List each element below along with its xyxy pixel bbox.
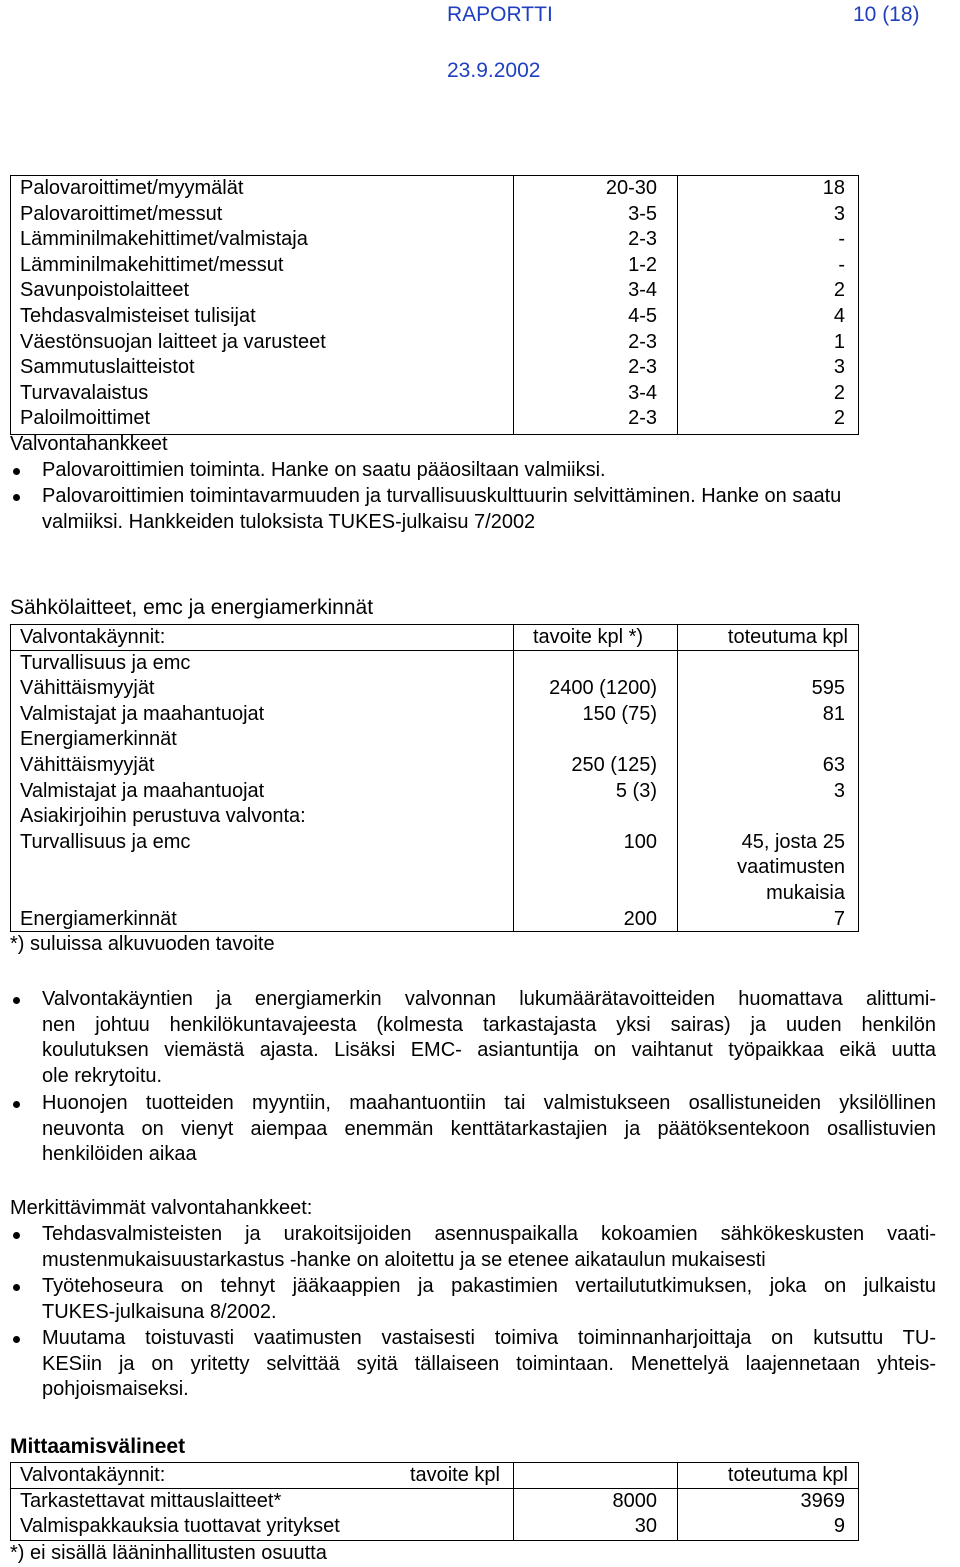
row-name: Turvallisuus ja emc xyxy=(20,830,191,853)
row-actual: 63 xyxy=(822,754,845,776)
section-title-measuring: Mittaamisvälineet xyxy=(10,1435,186,1458)
bullet-icon xyxy=(13,494,20,501)
table-row xyxy=(11,330,858,356)
row-actual: 2 xyxy=(833,279,845,302)
col-header-actual: toteutuma kpl xyxy=(727,1464,848,1486)
row-name: Väestönsuojan laitteet ja varusteet xyxy=(20,330,326,353)
col-header-target: tavoite kpl *) xyxy=(533,626,644,648)
row-name: Asiakirjoihin perustuva valvonta: xyxy=(20,805,306,828)
bullet-icon xyxy=(13,997,20,1004)
row-actual: 2 xyxy=(833,381,845,404)
row-target: 250 (125) xyxy=(571,754,657,776)
row-actual: 3 xyxy=(833,779,845,802)
text-line: henkilöiden aikaa xyxy=(42,1143,197,1166)
row-target: 1-2 xyxy=(628,253,657,276)
col-header-label: Valvontakäynnit: xyxy=(20,626,166,648)
table-row xyxy=(11,881,858,907)
table-row xyxy=(11,406,858,432)
bullet-icon xyxy=(13,1232,20,1239)
text-line: neuvonta on vienyt aiempaa enemmän kenttätarkastajien ja päätöksentekoon osallistuvien xyxy=(42,1117,936,1140)
row-target: 2-3 xyxy=(628,356,657,379)
row-actual: 9 xyxy=(833,1515,845,1538)
table-row xyxy=(11,1514,858,1540)
bullet-icon xyxy=(13,1101,20,1108)
bullet-icon xyxy=(13,1336,20,1343)
table-row xyxy=(11,355,858,381)
text-line: Tehdasvalmisteisten ja urakoitsijoiden asennuspaikalla kokoamien sähkökeskusten vaati- xyxy=(42,1223,936,1245)
section-title-electrical: Sähkölaitteet, emc ja energiamerkinnät xyxy=(10,596,374,619)
row-actual: 4 xyxy=(833,305,845,327)
row-name: Valmistajat ja maahantuojat xyxy=(20,779,265,802)
row-actual: 3 xyxy=(833,356,845,379)
row-actual: 7 xyxy=(833,907,845,930)
row-target: 200 xyxy=(623,907,657,930)
note-paragraph xyxy=(42,1091,936,1168)
projects-heading: Valvontahankkeet xyxy=(10,433,168,455)
row-target: 100 xyxy=(623,830,657,853)
row-target: 2-3 xyxy=(628,407,657,430)
row-target: 2-3 xyxy=(628,228,657,251)
row-name: Palovaroittimet/messut xyxy=(20,202,223,225)
text-line: mustenmukaisuustarkastus -hanke on aloitettu ja se etenee aikataulun mukaisesti xyxy=(42,1248,766,1271)
row-actual: 45, josta 25 xyxy=(741,830,845,853)
row-actual: 595 xyxy=(811,677,845,700)
bullet-icon xyxy=(13,1284,20,1291)
project-item: Palovaroittimien toiminta. Hanke on saatu pääosiltaan valmiiksi. xyxy=(42,459,606,481)
row-target: 2400 (1200) xyxy=(549,677,657,700)
table-row xyxy=(11,278,858,304)
project-item xyxy=(42,1274,936,1325)
bullet-icon xyxy=(13,468,20,475)
electrical-table xyxy=(10,624,859,932)
row-target: 8000 xyxy=(612,1489,657,1512)
text-line: TUKES-julkaisuna 8/2002. xyxy=(42,1300,277,1323)
row-actual: mukaisia xyxy=(766,882,845,904)
table-row xyxy=(11,727,858,753)
text-line: Valvontakäyntien ja energiamerkin valvonnan lukumäärätavoitteiden huomattava alittumi- xyxy=(42,988,936,1010)
row-target: 150 (75) xyxy=(582,702,657,725)
row-actual: - xyxy=(838,253,845,276)
row-target: 3-4 xyxy=(628,381,657,404)
table-row xyxy=(11,753,858,779)
row-name: Paloilmoittimet xyxy=(20,407,151,430)
page-number: 10 (18) xyxy=(853,3,920,26)
row-target: 2-3 xyxy=(628,330,657,353)
row-name: Valmispakkauksia tuottavat yritykset xyxy=(20,1515,340,1538)
row-target: 4-5 xyxy=(628,305,657,327)
row-name: Lämminilmakehittimet/valmistaja xyxy=(20,228,308,251)
col-header-target: tavoite kpl xyxy=(409,1464,500,1486)
text-line: Työtehoseura on tehnyt jääkaappien ja pakastimien vertailututkimuksen, joka on julkaistu xyxy=(42,1275,936,1297)
footnote: *) suluissa alkuvuoden tavoite xyxy=(10,933,275,955)
row-actual: vaatimusten xyxy=(737,856,845,879)
row-actual: 3 xyxy=(833,202,845,225)
row-name: Energiamerkinnät xyxy=(20,728,177,751)
row-name: Sammutuslaitteistot xyxy=(20,356,195,379)
table-row xyxy=(11,855,858,881)
row-target: 30 xyxy=(634,1515,657,1538)
row-name: Vähittäismyyjät xyxy=(20,677,155,700)
measuring-table xyxy=(10,1462,859,1541)
project-item xyxy=(42,1222,936,1273)
row-name: Tarkastettavat mittauslaitteet* xyxy=(20,1489,282,1512)
table-row xyxy=(11,176,858,202)
project-item: Palovaroittimien toimintavarmuuden ja turvallisuuskulttuurin selvittäminen. Hanke on saatu xyxy=(42,485,842,507)
report-date: 23.9.2002 xyxy=(447,59,541,82)
row-target: 3-4 xyxy=(628,279,657,302)
row-actual: 1 xyxy=(833,330,845,353)
fire-safety-table xyxy=(10,175,859,435)
table-row xyxy=(11,779,858,805)
table-row xyxy=(11,651,858,677)
text-line: nen johtuu henkilökuntavajeesta (kolmesta tarkastajasta yksi sairas) ja uuden henkilön xyxy=(42,1013,936,1036)
text-line: koulutuksen viemästä ajasta. Lisäksi EMC- asiantuntija on vaihtanut työpaikkaa eikä uutta xyxy=(42,1039,936,1062)
row-actual: - xyxy=(838,228,845,251)
row-name: Savunpoistolaitteet xyxy=(20,279,190,302)
col-header-label: Valvontakäynnit: xyxy=(20,1464,166,1486)
text-line: Muutama toistuvasti vaatimusten vastaisesti toimiva toiminnanharjoittaja on kutsuttu TU- xyxy=(42,1327,936,1349)
row-actual: 81 xyxy=(822,702,845,725)
row-name: Energiamerkinnät xyxy=(20,907,177,930)
row-name: Lämminilmakehittimet/messut xyxy=(20,253,284,276)
project-item-cont: valmiiksi. Hankkeiden tuloksista TUKES-julkaisu 7/2002 xyxy=(42,511,536,533)
text-line: Huonojen tuotteiden myyntiin, maahantuontiin tai valmistukseen osallistuneiden yksilöllinen xyxy=(42,1092,936,1114)
row-name: Valmistajat ja maahantuojat xyxy=(20,702,265,725)
footnote: *) ei sisällä lääninhallitusten osuutta xyxy=(10,1542,327,1564)
row-actual: 3969 xyxy=(800,1489,845,1512)
note-paragraph xyxy=(42,987,936,1089)
table-row xyxy=(11,1489,858,1515)
table-row xyxy=(11,676,858,702)
table-row xyxy=(11,702,858,728)
table-row xyxy=(11,227,858,253)
table-row xyxy=(11,202,858,228)
row-name: Vähittäismyyjät xyxy=(20,754,155,776)
table-row xyxy=(11,253,858,279)
text-line: ole rekrytoitu. xyxy=(42,1064,163,1087)
projects-heading: Merkittävimmät valvontahankkeet: xyxy=(10,1197,313,1219)
text-line: KESiin ja on yritetty selvittää syitä tällaiseen toimintaan. Menettelyä laajennetaan yhteis- xyxy=(42,1352,936,1375)
report-title: RAPORTTI xyxy=(447,3,553,26)
row-actual: 2 xyxy=(833,407,845,430)
row-name: Turvallisuus ja emc xyxy=(20,651,191,674)
row-target: 3-5 xyxy=(628,202,657,225)
col-header-actual: toteutuma kpl xyxy=(727,626,848,648)
row-target: 20-30 xyxy=(605,177,657,199)
table-row xyxy=(11,304,858,330)
row-name: Tehdasvalmisteiset tulisijat xyxy=(20,305,256,327)
table-row xyxy=(11,804,858,830)
row-name: Palovaroittimet/myymälät xyxy=(20,177,244,199)
table-row xyxy=(11,830,858,856)
table-row xyxy=(11,907,858,933)
row-target: 5 (3) xyxy=(615,779,657,802)
text-line: pohjoismaiseksi. xyxy=(42,1378,189,1401)
project-item xyxy=(42,1326,936,1403)
row-actual: 18 xyxy=(822,177,845,199)
row-name: Turvavalaistus xyxy=(20,381,149,404)
table-row xyxy=(11,381,858,407)
